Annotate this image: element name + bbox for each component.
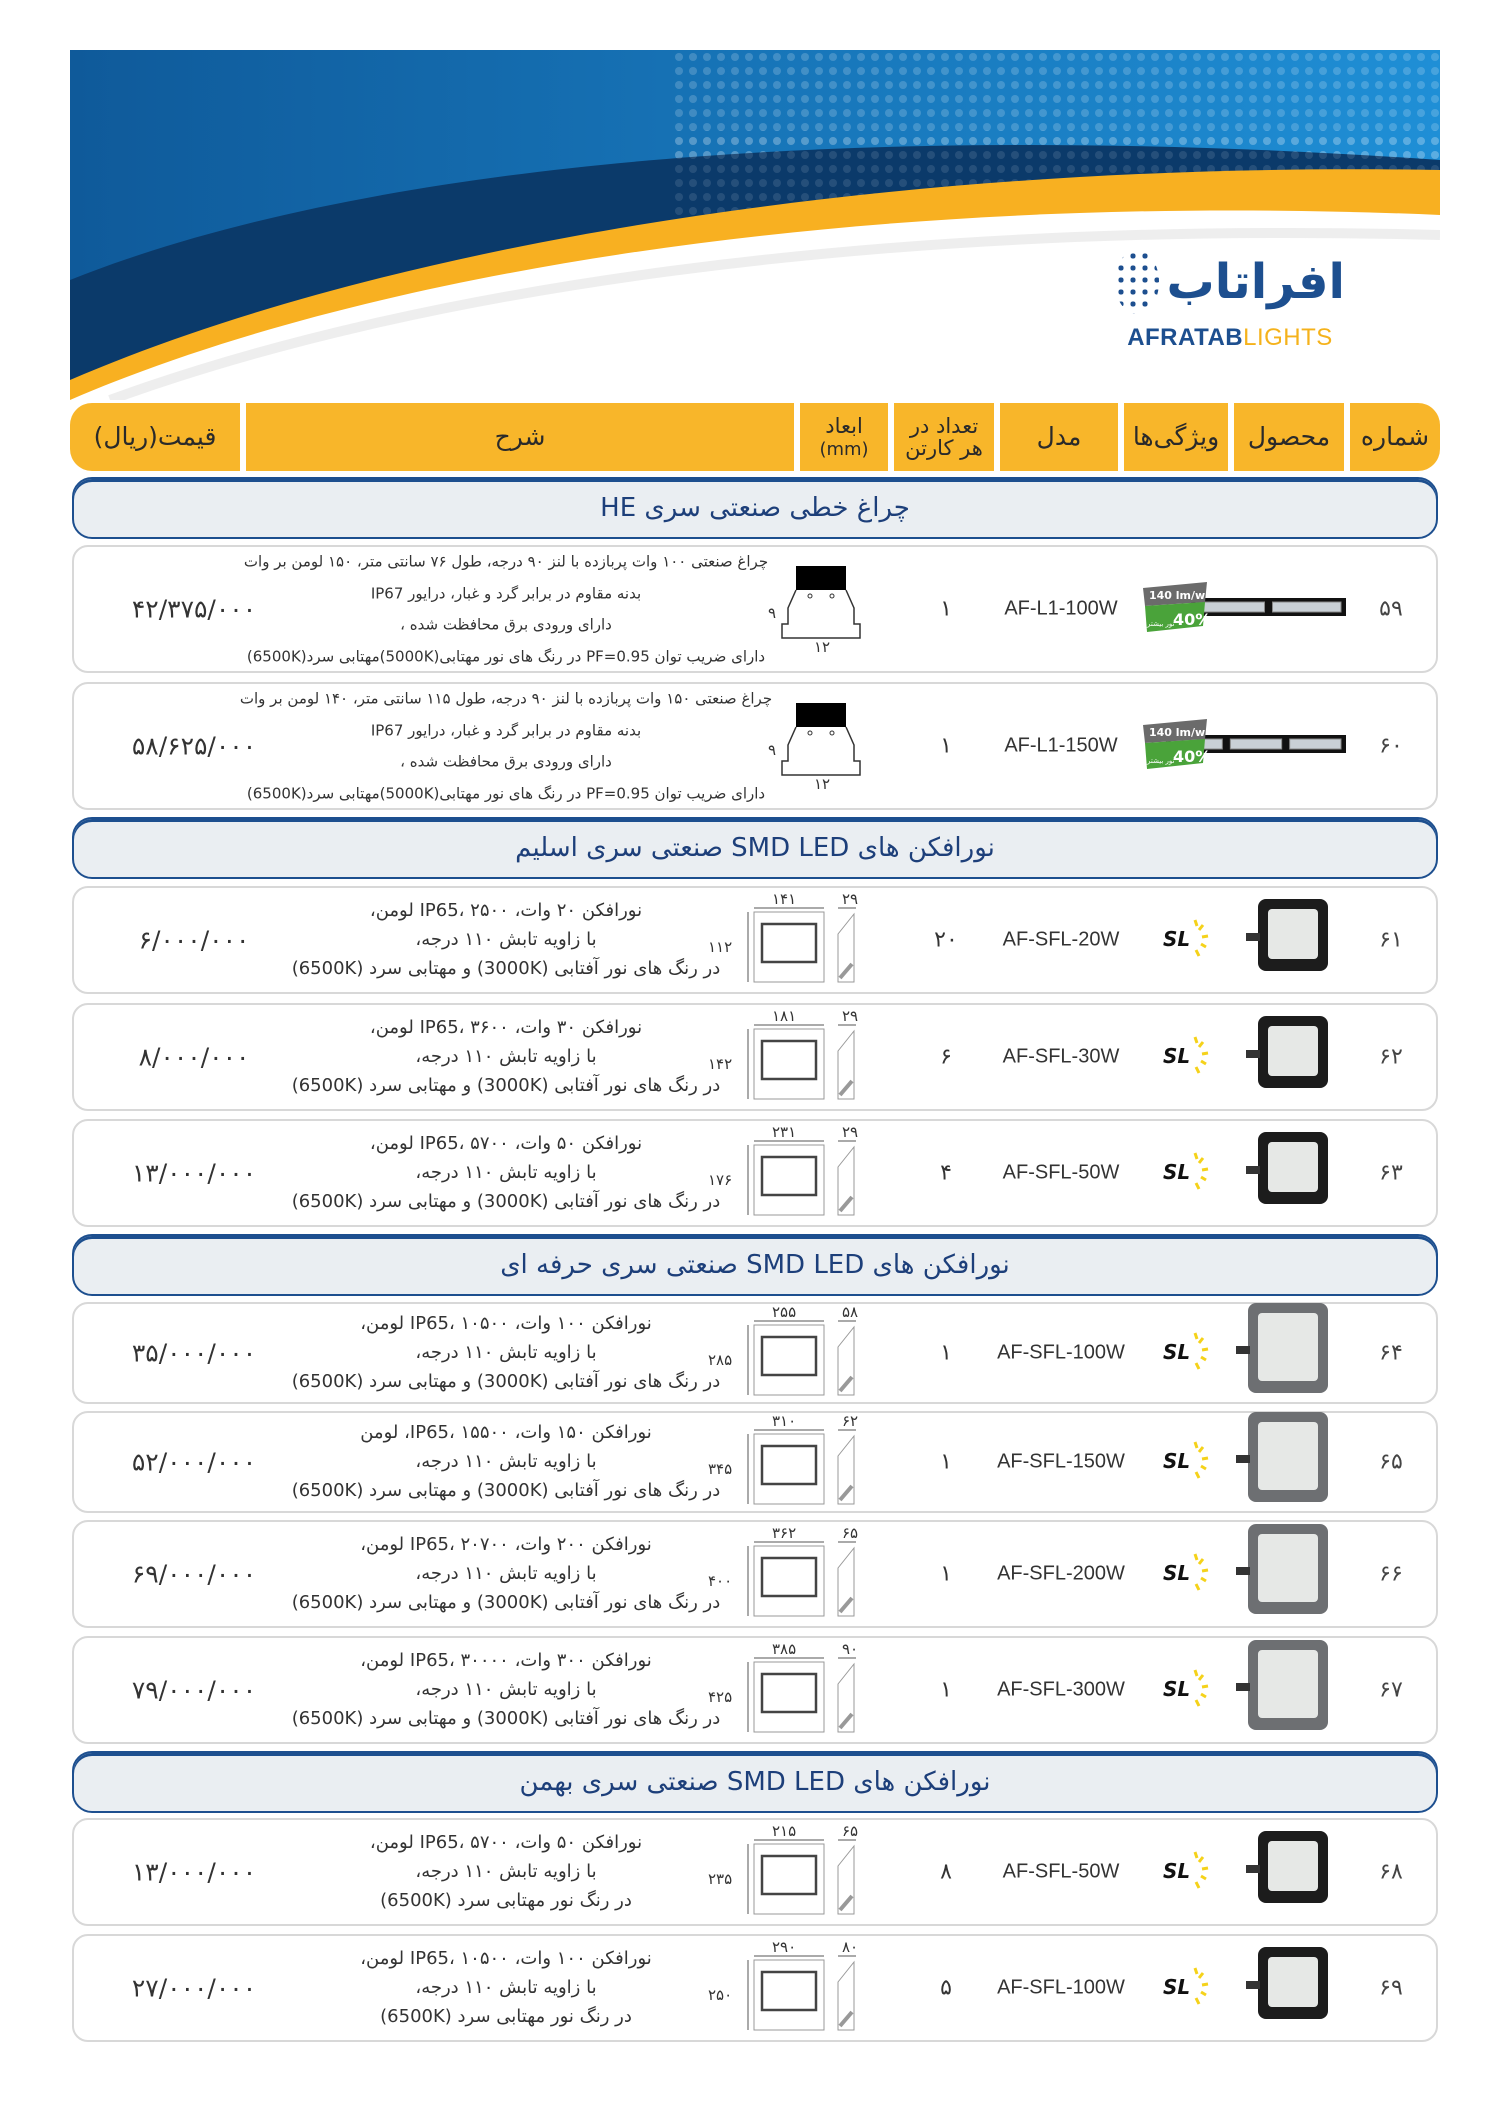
sl-brand-badge <box>1161 1149 1211 1197</box>
row-number: ۶۳ <box>1379 1160 1403 1186</box>
logo-text-en: AFRATABLIGHTS <box>1127 324 1333 351</box>
product-image-floodlight <box>1246 1014 1336 1100</box>
price-rial: ۲۷/۰۰۰/۰۰۰ <box>131 1973 257 2003</box>
description <box>236 682 776 811</box>
description-line: بدنه مقاوم در برابر گرد و غبار، درایور IP67 <box>370 584 642 602</box>
carton-qty: ۲۰ <box>934 927 958 953</box>
svg-text:۲۳۵: ۲۳۵ <box>708 1870 733 1888</box>
product-image-floodlight <box>1246 897 1336 983</box>
svg-text:۱۱۲: ۱۱۲ <box>708 938 733 956</box>
section-title: نورافکن های SMD LED صنعتی سری بهمن <box>72 1751 1438 1813</box>
svg-text:نور بیشتر: نور بیشتر <box>1147 620 1175 628</box>
svg-text:۸۰: ۸۰ <box>842 1938 859 1956</box>
product-image-floodlight <box>1246 1945 1336 2031</box>
description-line: نورافکن ۱۵۰ وات، IP65، ۱۵۵۰۰، لومن <box>360 1421 652 1443</box>
description-line: با زاویه تابش ۱۱۰ درجه، <box>415 1450 597 1472</box>
svg-text:۲۵۵: ۲۵۵ <box>772 1303 797 1321</box>
description-line: چراغ صنعتی ۱۵۰ وات پربازده با لنز ۹۰ درجه، طول ۱۱۵ سانتی متر، ۱۴۰ لومن بر وات <box>239 689 773 708</box>
svg-text:۳۶۲: ۳۶۲ <box>772 1524 797 1542</box>
svg-text:۶۲: ۶۲ <box>842 1412 859 1430</box>
sl-brand-badge <box>1161 1964 1211 2012</box>
product-image-floodlight <box>1246 1829 1336 1915</box>
sl-brand-badge <box>1161 916 1211 964</box>
svg-text:۴۰۰: ۴۰۰ <box>708 1572 733 1590</box>
section-title: نورافکن های SMD LED صنعتی سری حرفه ای <box>72 1234 1438 1296</box>
description-line: با زاویه تابش ۱۱۰ درجه، <box>415 1045 597 1067</box>
description-line: دارای ورودی برق محافظت شده ، <box>400 752 612 771</box>
price-rial: ۱۳/۰۰۰/۰۰۰ <box>131 1158 257 1188</box>
price-rial: ۵۲/۰۰۰/۰۰۰ <box>131 1447 257 1477</box>
svg-text:۲۹: ۲۹ <box>842 1007 859 1025</box>
product-image-linear-light <box>1191 598 1346 620</box>
svg-text:SL: SL <box>1163 1044 1191 1068</box>
header-description: شرح <box>246 403 794 471</box>
description-line: در رنگ های نور آفتابی (3000K) و مهتابی سرد (6500K) <box>291 1371 721 1393</box>
row-number: ۶۷ <box>1379 1677 1403 1703</box>
header-number: شماره <box>1350 403 1440 471</box>
sl-brand-badge <box>1161 1033 1211 1081</box>
header-qty: تعداد در هر کارتن <box>894 403 994 471</box>
section-title: چراغ خطی صنعتی سری HE <box>72 477 1438 539</box>
svg-text:۲۹: ۲۹ <box>842 1123 859 1141</box>
section-title: نورافکن های SMD LED صنعتی سری اسلیم <box>72 817 1438 879</box>
price-rial: ۶/۰۰۰/۰۰۰ <box>138 925 250 955</box>
model-code: AF-SFL-100W <box>997 1341 1125 1364</box>
description <box>236 1012 776 1102</box>
price-rial: ۷۹/۰۰۰/۰۰۰ <box>131 1675 257 1705</box>
description-line: بدنه مقاوم در برابر گرد و غبار، درایور IP67 <box>370 721 642 739</box>
svg-text:۱۸۱: ۱۸۱ <box>772 1007 797 1025</box>
svg-text:۲۱۵: ۲۱۵ <box>772 1822 797 1840</box>
svg-text:SL: SL <box>1163 1859 1191 1883</box>
table-row <box>72 1934 1438 2042</box>
description <box>236 1529 776 1619</box>
svg-text:۹: ۹ <box>768 604 777 622</box>
description-line: دارای ضریب توان PF=0.95 در رنگ های نور مهتابی(5000K)مهتابی سرد(6500K) <box>246 784 766 802</box>
header-product: محصول <box>1234 403 1344 471</box>
price-rial: ۶۹/۰۰۰/۰۰۰ <box>131 1559 257 1589</box>
carton-qty: ۱ <box>940 1561 952 1587</box>
description-line: با زاویه تابش ۱۱۰ درجه، <box>415 1341 597 1363</box>
description-line: در رنگ های نور آفتابی (3000K) و مهتابی سرد (6500K) <box>291 1708 721 1730</box>
carton-qty: ۱ <box>940 1340 952 1366</box>
svg-text:۲۵۰: ۲۵۰ <box>708 1986 733 2004</box>
row-number: ۶۸ <box>1379 1859 1403 1885</box>
description-line: نورافکن ۱۰۰ وات، IP65، ۱۰۵۰۰ لومن، <box>360 1312 652 1334</box>
afratab-logo <box>1115 250 1345 352</box>
row-number: ۶۱ <box>1379 927 1403 953</box>
description-line: نورافکن ۱۰۰ وات، IP65، ۱۰۵۰۰ لومن، <box>360 1947 652 1969</box>
svg-text:۱۲: ۱۲ <box>814 775 831 789</box>
header-model: مدل <box>1000 403 1118 471</box>
model-code: AF-SFL-100W <box>997 1976 1125 1999</box>
svg-text:۲۹۰: ۲۹۰ <box>772 1938 797 1956</box>
description-line: دارای ورودی برق محافظت شده ، <box>400 615 612 634</box>
model-code: AF-SFL-300W <box>997 1678 1125 1701</box>
description <box>236 895 776 985</box>
description <box>236 545 776 674</box>
row-number: ۶۲ <box>1379 1044 1403 1070</box>
table-row <box>72 1411 1438 1513</box>
svg-text:SL: SL <box>1163 1677 1191 1701</box>
header-features: ویژگی‌ها <box>1124 403 1228 471</box>
description <box>236 1943 776 2033</box>
table-row <box>72 682 1438 810</box>
row-number: ۶۶ <box>1379 1561 1403 1587</box>
carton-qty: ۵ <box>940 1975 952 2001</box>
model-code: AF-SFL-50W <box>1002 1161 1120 1184</box>
product-image-floodlight <box>1236 1410 1336 1514</box>
description-line: نورافکن ۲۰ وات، IP65، ۲۵۰۰ لومن، <box>369 899 643 921</box>
description-line: در رنگ نور مهتابی سرد (6500K) <box>380 1890 632 1912</box>
header-price: قیمت(ریال) <box>70 403 240 471</box>
price-rial: ۳۵/۰۰۰/۰۰۰ <box>131 1338 257 1368</box>
description-line: دارای ضریب توان PF=0.95 در رنگ های نور مهتابی(5000K)مهتابی سرد(6500K) <box>246 647 766 665</box>
product-image-floodlight <box>1236 1522 1336 1626</box>
sl-brand-badge <box>1161 1550 1211 1598</box>
table-row <box>72 1302 1438 1404</box>
carton-qty: ۱ <box>940 1677 952 1703</box>
dimension-drawing <box>766 699 876 793</box>
model-code: AF-L1-100W <box>1004 597 1118 620</box>
model-code: AF-SFL-150W <box>997 1450 1125 1473</box>
carton-qty: ۴ <box>940 1160 952 1186</box>
description-line: با زاویه تابش ۱۱۰ درجه، <box>415 1976 597 1998</box>
description-line: در رنگ های نور آفتابی (3000K) و مهتابی سرد (6500K) <box>291 1592 721 1614</box>
description-line: در رنگ های نور آفتابی (3000K) و مهتابی سرد (6500K) <box>291 1191 721 1213</box>
row-number: ۵۹ <box>1379 596 1403 622</box>
price-rial: ۴۲/۳۷۵/۰۰۰ <box>131 594 257 624</box>
carton-qty: ۸ <box>940 1859 952 1885</box>
svg-text:۱۲: ۱۲ <box>814 638 831 652</box>
svg-text:۱۴۱: ۱۴۱ <box>772 890 797 908</box>
sl-brand-badge <box>1161 1666 1211 1714</box>
svg-text:40%: 40% <box>1173 747 1211 766</box>
description-line: در رنگ های نور آفتابی (3000K) و مهتابی سرد (6500K) <box>291 958 721 980</box>
svg-text:۵۸: ۵۸ <box>842 1303 859 1321</box>
carton-qty: ۶ <box>940 1044 952 1070</box>
model-code: AF-SFL-200W <box>997 1562 1125 1585</box>
svg-text:۲۹: ۲۹ <box>842 890 859 908</box>
description-line: با زاویه تابش ۱۱۰ درجه، <box>415 1860 597 1882</box>
description-line: نورافکن ۳۰ وات، IP65، ۳۶۰۰ لومن، <box>369 1016 643 1038</box>
svg-text:۳۱۰: ۳۱۰ <box>772 1412 797 1430</box>
svg-text:۳۸۵: ۳۸۵ <box>772 1640 797 1658</box>
sl-brand-badge <box>1161 1848 1211 1896</box>
table-row <box>72 1119 1438 1227</box>
description-line: نورافکن ۲۰۰ وات، IP65، ۲۰۷۰۰ لومن، <box>360 1533 652 1555</box>
svg-text:۹: ۹ <box>768 741 777 759</box>
logo-dots-icon <box>1115 250 1159 314</box>
svg-text:۶۵: ۶۵ <box>842 1524 859 1542</box>
description-line: با زاویه تابش ۱۱۰ درجه، <box>415 1161 597 1183</box>
svg-text:نور بیشتر: نور بیشتر <box>1147 757 1175 765</box>
model-code: AF-SFL-50W <box>1002 1860 1120 1883</box>
model-code: AF-L1-150W <box>1004 734 1118 757</box>
description-line: نورافکن ۵۰ وات، IP65، ۵۷۰۰ لومن، <box>369 1132 643 1154</box>
price-rial: ۵۸/۶۲۵/۰۰۰ <box>131 731 257 761</box>
svg-text:40%: 40% <box>1173 610 1211 629</box>
carton-qty: ۱ <box>940 733 952 759</box>
svg-text:۹۰: ۹۰ <box>842 1640 859 1658</box>
description-line: چراغ صنعتی ۱۰۰ وات پربازده با لنز ۹۰ درجه، طول ۷۶ سانتی متر، ۱۵۰ لومن بر وات <box>243 552 769 571</box>
description-line: نورافکن ۵۰ وات، IP65، ۵۷۰۰ لومن، <box>369 1831 643 1853</box>
svg-text:140 lm/w: 140 lm/w <box>1149 726 1206 739</box>
carton-qty: ۱ <box>940 596 952 622</box>
table-row <box>72 1520 1438 1628</box>
table-row <box>72 545 1438 673</box>
svg-text:SL: SL <box>1163 927 1191 951</box>
row-number: ۶۹ <box>1379 1975 1403 2001</box>
efficiency-badge <box>1139 717 1211 775</box>
svg-text:۲۸۵: ۲۸۵ <box>708 1351 733 1369</box>
sl-brand-badge <box>1161 1438 1211 1486</box>
description <box>236 1308 776 1398</box>
description <box>236 1645 776 1735</box>
carton-qty: ۱ <box>940 1449 952 1475</box>
table-row <box>72 1003 1438 1111</box>
svg-text:۳۴۵: ۳۴۵ <box>708 1460 733 1478</box>
svg-text:۴۲۵: ۴۲۵ <box>708 1688 733 1706</box>
description-line: نورافکن ۳۰۰ وات، IP65، ۳۰۰۰۰ لومن، <box>360 1649 652 1671</box>
table-row <box>72 1818 1438 1926</box>
svg-text:۱۷۶: ۱۷۶ <box>708 1171 733 1189</box>
price-rial: ۱۳/۰۰۰/۰۰۰ <box>131 1857 257 1887</box>
dimension-drawing <box>766 562 876 656</box>
svg-text:SL: SL <box>1163 1561 1191 1585</box>
description-line: با زاویه تابش ۱۱۰ درجه، <box>415 928 597 950</box>
row-number: ۶۰ <box>1379 733 1403 759</box>
row-number: ۶۵ <box>1379 1449 1403 1475</box>
svg-text:۱۴۲: ۱۴۲ <box>708 1055 733 1073</box>
table-row <box>72 886 1438 994</box>
svg-text:SL: SL <box>1163 1449 1191 1473</box>
sl-brand-badge <box>1161 1329 1211 1377</box>
table-row <box>72 1636 1438 1744</box>
model-code: AF-SFL-30W <box>1002 1045 1120 1068</box>
product-image-floodlight <box>1236 1301 1336 1405</box>
header-banner <box>70 50 1440 400</box>
description-line: در رنگ های نور آفتابی (3000K) و مهتابی سرد (6500K) <box>291 1480 721 1502</box>
row-number: ۶۴ <box>1379 1340 1403 1366</box>
product-image-floodlight <box>1246 1130 1336 1216</box>
svg-text:140 lm/w: 140 lm/w <box>1149 589 1206 602</box>
svg-text:SL: SL <box>1163 1340 1191 1364</box>
description-line: در رنگ های نور آفتابی (3000K) و مهتابی سرد (6500K) <box>291 1075 721 1097</box>
price-list-page <box>70 50 1440 2028</box>
price-rial: ۸/۰۰۰/۰۰۰ <box>138 1042 250 1072</box>
description-line: در رنگ نور مهتابی سرد (6500K) <box>380 2006 632 2028</box>
description <box>236 1128 776 1218</box>
svg-text:SL: SL <box>1163 1975 1191 1999</box>
logo-text-fa: افراتاب <box>1166 254 1345 310</box>
svg-text:۲۳۱: ۲۳۱ <box>772 1123 797 1141</box>
svg-text:۶۵: ۶۵ <box>842 1822 859 1840</box>
description-line: با زاویه تابش ۱۱۰ درجه، <box>415 1678 597 1700</box>
description-line: با زاویه تابش ۱۱۰ درجه، <box>415 1562 597 1584</box>
model-code: AF-SFL-20W <box>1002 928 1120 951</box>
description <box>236 1417 776 1507</box>
description <box>236 1827 776 1917</box>
svg-text:SL: SL <box>1163 1160 1191 1184</box>
product-image-floodlight <box>1236 1638 1336 1742</box>
efficiency-badge <box>1139 580 1211 638</box>
table-header <box>70 403 1440 471</box>
header-dimensions: ابعاد (mm) <box>800 403 888 471</box>
